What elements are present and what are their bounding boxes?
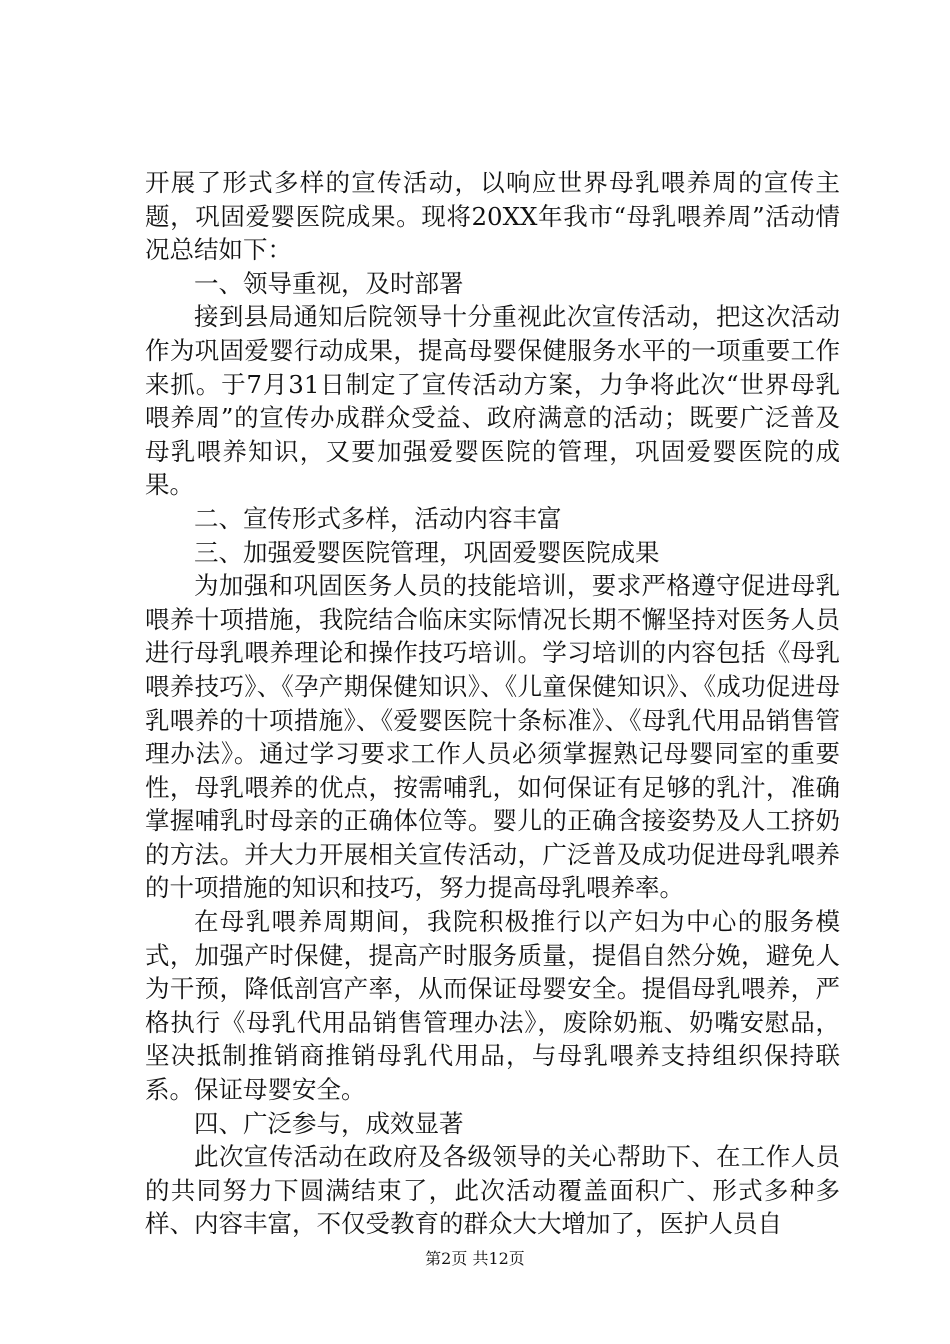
page-number-footer: 第2页 共12页 [425, 1249, 525, 1268]
paragraph: 此次宣传活动在政府及各级领导的关心帮助下、在工作人员的共同努力下圆满结束了，此次活动覆盖面积广、形式多种多样、内容丰富，不仅受教育的群众大大增加了，医护人员自 [145, 1142, 840, 1239]
section-heading-2: 二、宣传形式多样，活动内容丰富 [194, 503, 562, 533]
paragraph: 在母乳喂养周期间，我院积极推行以产妇为中心的服务模式，加强产时保健，提高产时服务质量，提倡自然分娩，避免人为干预，降低剖宫产率，从而保证母婴安全。提倡母乳喂养，严格执行《母乳代用品销售管理办法》，废除奶瓶、奶嘴安慰品，坚决抵制推销商推销母乳代用品，与母乳喂养支持组织保持联系。保证母婴安全。 [145, 907, 840, 1105]
section-heading-3: 三、加强爱婴医院管理，巩固爱婴医院成果 [194, 537, 660, 567]
section-heading-1: 一、领导重视，及时部署 [194, 268, 464, 298]
document-body [145, 166, 840, 1241]
paragraph: 为加强和巩固医务人员的技能培训，要求严格遵守促进母乳喂养十项措施，我院结合临床实际情况长期不懈坚持对医务人员进行母乳喂养理论和操作技巧培训。学习培训的内容包括《母乳喂养技巧》、《孕产期保健知识》、《儿童保健知识》、《成功促进母乳喂养的十项措施》、《爱婴医院十条标准》、《母乳代用品销售管理办法》。通过学习要求工作人员必须掌握熟记母婴同室的重要性，母乳喂养的优点，按需哺乳，如何保证有足够的乳汁，准确掌握哺乳时母亲的正确体位等。婴儿的正确含接姿势及人工挤奶的方法。并大力开展相关宣传活动，广泛普及成功促进母乳喂养的十项措施的知识和技巧，努力提高母乳喂养率。 [145, 571, 840, 903]
paragraph-continuation: 开展了形式多样的宣传活动，以响应世界母乳喂养周的宣传主题，巩固爱婴医院成果。现将20XX年我市“母乳喂养周”活动情况总结如下： [145, 168, 840, 265]
paragraph: 接到县局通知后院领导十分重视此次宣传活动，把这次活动作为巩固爱婴行动成果，提高母婴保健服务水平的一项重要工作来抓。于7月31日制定了宣传活动方案，力争将此次“世界母乳喂养周”的宣传办成群众受益、政府满意的活动；既要广泛普及母乳喂养知识，又要加强爱婴医院的管理，巩固爱婴医院的成果。 [145, 302, 840, 500]
section-heading-4: 四、广泛参与，成效显著 [194, 1108, 464, 1138]
